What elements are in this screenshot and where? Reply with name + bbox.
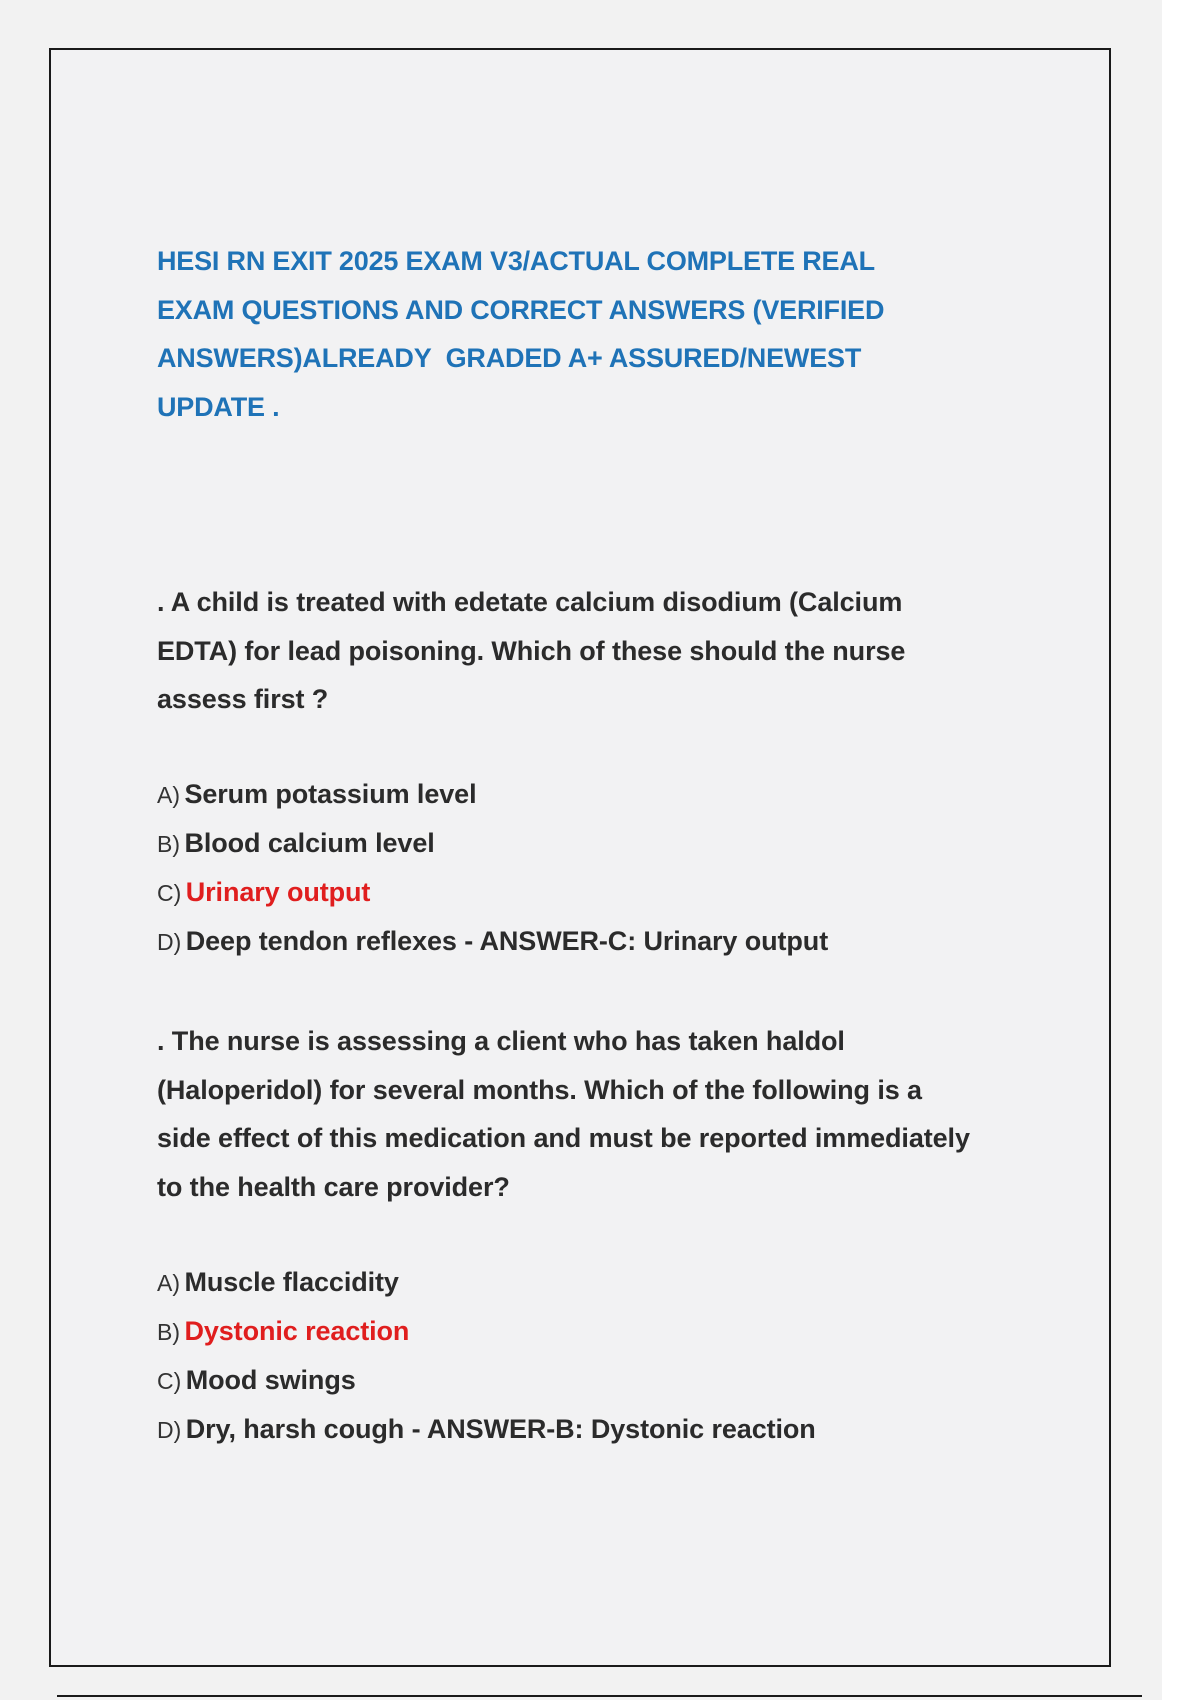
question-line: (Haloperidol) for several months. Which of the following is a <box>157 1074 922 1105</box>
correct-option-text: Dystonic reaction <box>184 1316 410 1346</box>
option-text: Mood swings <box>185 1365 356 1395</box>
option-c <box>157 1356 1057 1405</box>
option-d <box>157 917 1057 966</box>
option-letter: A) <box>157 782 180 808</box>
option-text: Deep tendon reflexes - ANSWER-C: Urinary output <box>185 926 829 956</box>
option-letter: D) <box>157 929 182 955</box>
page-bottom-rule <box>57 1695 1142 1697</box>
title-line: HESI RN EXIT 2025 EXAM V3/ACTUAL COMPLETE REAL <box>157 246 875 276</box>
option-letter: C) <box>157 880 182 906</box>
title-line: EXAM QUESTIONS AND CORRECT ANSWERS (VERIFIED <box>157 294 885 325</box>
option-b <box>157 1307 1057 1356</box>
option-text: Dry, harsh cough - ANSWER-B: Dystonic reaction <box>185 1414 816 1444</box>
option-text: Muscle flaccidity <box>184 1267 399 1297</box>
title-line: ANSWERS)ALREADY GRADED A+ ASSURED/NEWEST <box>157 343 862 373</box>
question-line: side effect of this medication and must be reported immediately <box>157 1123 970 1153</box>
page-margin-strip <box>1162 0 1200 1700</box>
option-d <box>157 1405 1057 1454</box>
document-title <box>157 237 977 431</box>
option-letter: B) <box>157 831 180 857</box>
question-line: EDTA) for lead poisoning. Which of these should the nurse <box>157 635 906 666</box>
option-text: Serum potassium level <box>184 779 477 809</box>
option-letter: A) <box>157 1270 180 1296</box>
question-1-stem <box>157 578 1037 724</box>
question-line: . The nurse is assessing a client who has taken haldol <box>157 1026 845 1056</box>
question-line: assess first ? <box>157 684 329 714</box>
option-text: Blood calcium level <box>184 828 435 858</box>
option-letter: D) <box>157 1417 182 1443</box>
question-2-options <box>157 1258 1057 1454</box>
question-line: to the health care provider? <box>157 1171 510 1202</box>
question-line: . A child is treated with edetate calcium disodium (Calcium <box>157 587 903 617</box>
option-letter: B) <box>157 1319 180 1345</box>
option-c <box>157 868 1057 917</box>
correct-option-text: Urinary output <box>185 877 371 907</box>
question-2-stem <box>157 1017 1037 1211</box>
question-1-options <box>157 770 1057 966</box>
option-b <box>157 819 1057 868</box>
option-letter: C) <box>157 1368 182 1394</box>
option-a <box>157 1258 1057 1307</box>
title-line: UPDATE . <box>157 391 280 422</box>
option-a <box>157 770 1057 819</box>
